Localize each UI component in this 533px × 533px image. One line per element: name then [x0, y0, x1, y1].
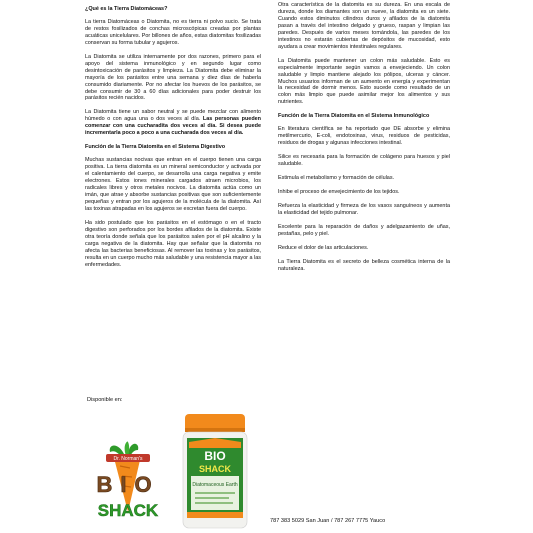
- bottle-bio: BIO: [204, 449, 226, 463]
- paragraph-usage: La Diatomita se utiliza internamente por dos razones, primero para el apoyo del sistema inmunológico y en segundo lugar como desintoxicación de parásitos y limpieza. La Diatomita debe eliminar la mayoría de los parásitos entre una semana y diez días de haberla consumido diariamente. Por no afectar los huevos de los parásitos, se debe consumir de 30 a 60 días adicionales para poder destruir los parásitos recién nacidos.: [85, 53, 261, 102]
- paragraph-hardness: Otra característica de la diatomita es su dureza. En una escala de dureza, donde los diamantes son un nueve, la diatomita es un siete. Cuando estos diminutos cilindros duros y afilados de la diatomita pasan a través del intestino delgado y grueso, raspan y limpian las paredes. Después de varios meses tomándola, las paredes de los intestinos no estarán cubiertas de depósitos de mucosidad, esto ayudara a crear movimientos intestinales regulares.: [278, 2, 450, 50]
- paragraph-silice: Silice es necesaria para la formación de colágeno para huesos y piel saludable.: [278, 154, 450, 168]
- logo-shack: SHACK: [97, 501, 159, 520]
- heading-digestive: Función de la Tierra Diatomita en el Sistema Digestivo: [85, 144, 226, 151]
- bottle-product-name: Diatomaceous Earth: [192, 482, 238, 488]
- paragraph-joints: Reduce el dolor de las articulaciones.: [278, 244, 369, 251]
- paragraph-parasites: Ha sido postulado que los parásitos en el estómago o en el tracto digestivo son perforados por los bordes afilados de la diatomita. Existe otra teoría donde señala que los parásitos salen por el pH alcalino y la carga negativa de la diatomita. Hay que señalar que la diatomita no afecta las bacterias beneficiosas. Al remover las toxinas y los parásitos, resulta en un cuerpo mucho más saludable y una resistencia mayor a las enfermedades.: [85, 219, 261, 268]
- paragraph-metabolism: Estimula el metabolismo y formación de células.: [278, 175, 395, 182]
- paragraph-intro: La tierra Diatomáceas o Diatomita, no es tierra ni polvo sucio. Se trata de restos fosilizados de conchas microscópicas creadas por plantas acuáticas unicelulares. Por billones de años, estas diatomitas fosilizadas conservan su forma tubular y agujeros.: [85, 18, 261, 46]
- available-at-label: Disponible en:: [87, 397, 123, 403]
- paragraph-elasticity: Refuerza la elasticidad y firmeza de los vasos sanguíneos y aumenta la elasticidad del tejido pulmonar.: [278, 202, 450, 216]
- paragraph-charge: Muchas sustancias nocivas que entran en el cuerpo tienen una carga positiva. La tierra diatomita es un mineral semiconductor y activada por el calentamiento del cuerpo, se desarrolla una carga negativa y emite electrones. Estos iones minerales cargados atraen microbios, los radicales libres y otros metales nocivos. La diatomita actúa como un imán, que atrae y absorbe sustancias positivas que son suficientemente pequeñas y entran por los agujeros de la molécula de la diatomita. Así las toxinas atrapadas en los agujeros se excretan fuera del cuerpo.: [85, 157, 261, 212]
- logo-bio: BIO: [96, 472, 160, 497]
- heading-immune: Función de la Tierra Diatomita en el Sistema Inmunológico: [278, 113, 430, 120]
- left-column: [85, 6, 261, 276]
- paragraph-literature: En literatura científica se ha reportado que DE absorbe y elimina metilmercurio, E-coli, endotoxinas, virus, residuos de pesticidas, residuos de drogas y algunas infecciones intestinal.: [278, 126, 450, 147]
- bottle-shack: SHACK: [198, 464, 232, 474]
- contact-phones: 787 383 5029 San Juan / 787 267 7775 Yauco: [270, 518, 386, 524]
- dosage-bold-text: Las personas pueden comenzar con una cucharadita dos veces al día. Si desea puede incrementarla poco a poco a una cucharada dos veces al día.: [85, 116, 262, 137]
- paragraph-beauty: La Tierra Diatomita es el secreto de belleza cosmética interna de la naturaleza.: [278, 258, 450, 272]
- paragraph-colon: La Diatomita puede mantener un colon más saludable. Esto es especialmente importante según vamos a envejeciendo. Un colon saludable y limpio mantiene alejado los pólipos, ulceras y cáncer. Muchos usuarios informan de un aumento en energía y experimentan la necesidad de dormir menos. Esto sucede como resultado de un colon más limpio que puede asimilar mejor los alimentos y sus nutrientes.: [278, 57, 450, 106]
- paragraph-dosage: [85, 109, 261, 137]
- dosage-text: La Diatomita tiene un sabor neutral y se puede mezclar con alimento húmedo o con agua una o dos veces al día.: [85, 109, 261, 123]
- right-column: [278, 2, 450, 280]
- logo-tag: Dr. Norman's: [113, 456, 143, 462]
- paragraph-nails: Excelente para la reparación de daños y adelgazamiento de uñas, pestañas, pelo y piel.: [278, 223, 450, 237]
- paragraph-aging: Inhibe el proceso de envejecimiento de los tejidos.: [278, 189, 400, 196]
- bio-shack-logo: [84, 440, 172, 528]
- product-bottle: [175, 412, 255, 532]
- main-title: ¿Qué es la Tierra Diatomáceas?: [85, 6, 168, 12]
